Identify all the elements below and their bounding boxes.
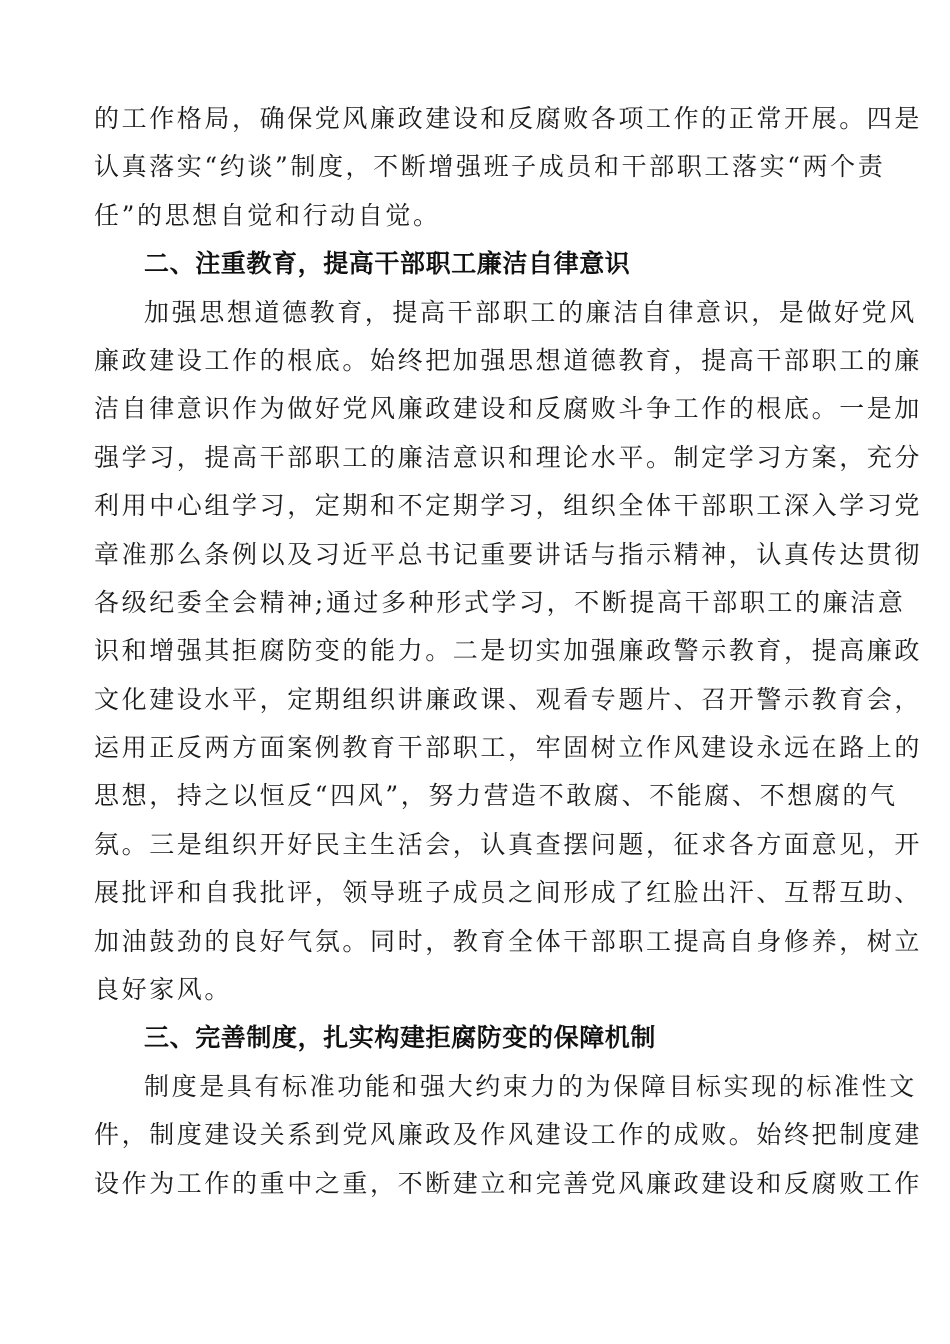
paragraph-line: 展批评和自我批评，领导班子成员之间形成了红脸出汗、互帮互助、 [94,878,923,908]
paragraph-line: 识和增强其拒腐防变的能力。二是切实加强廉政警示教育，提高廉政 [94,636,923,666]
paragraph-line: 运用正反两方面案例教育干部职工，牢固树立作风建设永远在路上的 [94,733,923,763]
paragraph-1 [94,95,923,240]
paragraph-line: 廉政建设工作的根底。始终把加强思想道德教育，提高干部职工的廉 [94,345,923,375]
section-heading-2: 二、注重教育，提高干部职工廉洁自律意识 [144,249,631,279]
paragraph-line: 章准那么条例以及习近平总书记重要讲话与指示精神，认真传达贯彻 [94,539,923,569]
paragraph-line: 的工作格局，确保党风廉政建设和反腐败各项工作的正常开展。四是 [94,104,923,133]
paragraph-line: 强学习，提高干部职工的廉洁意识和理论水平。制定学习方案，充分 [94,442,923,472]
paragraph-3 [94,1063,923,1208]
paragraph-line: 加油鼓劲的良好气氛。同时，教育全体干部职工提高自身修养，树立 [94,926,923,956]
paragraph-line: 氛。三是组织开好民主生活会，认真查摆问题，征求各方面意见，开 [94,829,923,859]
paragraph-line: 制度是具有标准功能和强大约束力的为保障目标实现的标准性文 [144,1071,917,1101]
paragraph-line: 良好家风。 [94,975,233,1005]
paragraph-line: 件，制度建设关系到党风廉政及作风建设工作的成败。始终把制度建 [94,1120,923,1150]
paragraph-2 [94,289,923,1015]
paragraph-line: 利用中心组学习，定期和不定期学习，组织全体干部职工深入学习党 [94,491,923,521]
paragraph-line: 思想，持之以恒反“四风”，努力营造不敢腐、不能腐、不想腐的气 [94,781,898,811]
document-page [94,95,923,1208]
paragraph-line: 文化建设水平，定期组织讲廉政课、观看专题片、召开警示教育会， [94,684,923,714]
paragraph-line: 加强思想道德教育，提高干部职工的廉洁自律意识，是做好党风 [144,297,917,327]
paragraph-line: 各级纪委全会精神;通过多种形式学习，不断提高干部职工的廉洁意 [94,587,906,617]
paragraph-line: 任”的思想自觉和行动自觉。 [94,200,441,230]
section-heading-3: 三、完善制度，扎实构建拒腐防变的保障机制 [144,1023,657,1053]
paragraph-line: 洁自律意识作为做好党风廉政建设和反腐败斗争工作的根底。一是加 [94,394,923,424]
paragraph-line: 设作为工作的重中之重，不断建立和完善党风廉政建设和反腐败工作 [94,1168,923,1198]
paragraph-line: 认真落实“约谈”制度，不断增强班子成员和干部职工落实“两个责 [94,152,886,182]
